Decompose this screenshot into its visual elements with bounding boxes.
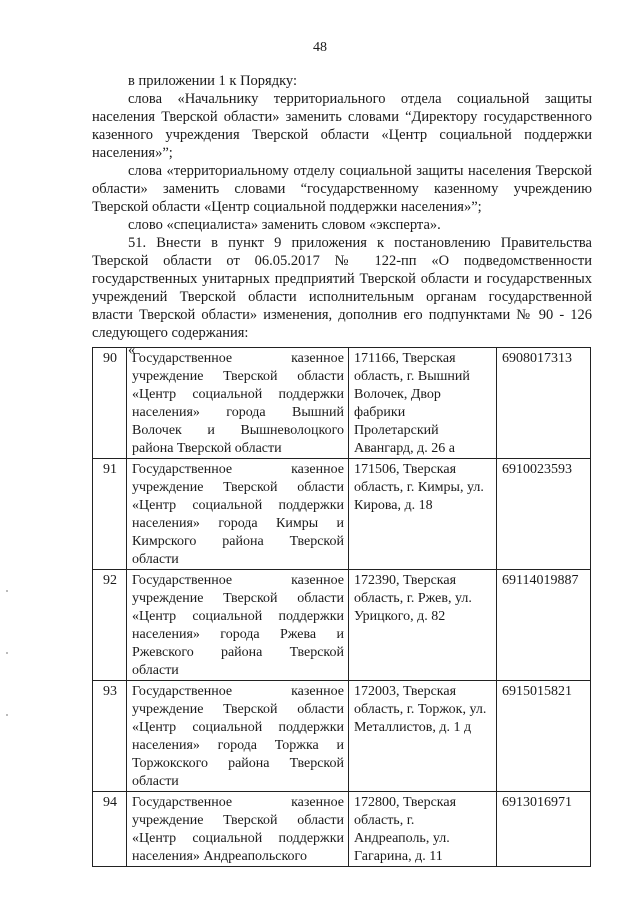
row-number: 92: [93, 570, 127, 681]
paragraph: в приложении 1 к Порядку:: [128, 73, 298, 89]
institution-name: Государственное казенное учреждение Тверской области «Центр социальной поддержки населения» города Кимры и Кимрского района Тверской области: [127, 459, 349, 570]
institution-address: 171166, Тверская область, г. Вышний Волочек, Двор фабрики Пролетарский Авангард, д. 26 а: [349, 348, 497, 459]
page-number: 48: [313, 40, 327, 55]
institution-inn: 6913016971: [497, 792, 591, 867]
scan-margin-marks: [6, 590, 8, 850]
paragraph: слова «Начальнику территориального отдела социальной защиты населения Тверской области» заменить словами “Директору государственного казенного учреждения Тверской области «Центр социальной поддержки населения»”;: [92, 91, 592, 161]
paragraph: 51. Внести в пункт 9 приложения к постановлению Правительства Тверской области от 06.05.2017 № 122-пп «О подведомственности государственных унитарных предприятий Тверской области и государственных учреждений Тверской области исполнительным органам государственной власти Тверской области» изменения, дополнив его подпунктами № 90 - 126 следующего содержания:: [92, 235, 592, 341]
institution-inn: 69114019887: [497, 570, 591, 681]
institution-inn: 6915015821: [497, 681, 591, 792]
institutions-table: [92, 347, 591, 867]
institution-inn: 6908017313: [497, 348, 591, 459]
paragraph: слово «специалиста» заменить словом «эксперта».: [128, 217, 441, 233]
institution-address: 172800, Тверская область, г. Андреаполь, ул. Гагарина, д. 11: [349, 792, 497, 867]
institution-address: 172390, Тверская область, г. Ржев, ул. Урицкого, д. 82: [349, 570, 497, 681]
paragraph: слова «территориальному отделу социальной защиты населения Тверской области» заменить словами “государственному казенному учреждению Тверской области «Центр социальной поддержки населения»”;: [92, 163, 592, 215]
row-number: 91: [93, 459, 127, 570]
body-text: [92, 72, 592, 358]
table-row: [93, 459, 591, 570]
row-number: 93: [93, 681, 127, 792]
institution-inn: 6910023593: [497, 459, 591, 570]
institution-name: Государственное казенное учреждение Тверской области «Центр социальной поддержки населения» города Ржева и Ржевского района Тверской области: [127, 570, 349, 681]
institution-name: Государственное казенное учреждение Тверской области «Центр социальной поддержки населения» города Вышний Волочек и Вышневолоцкого района Тверской области: [127, 348, 349, 459]
opening-quote: «: [128, 342, 136, 358]
scan-dot: [6, 652, 8, 654]
institution-address: 172003, Тверская область, г. Торжок, ул. Металлистов, д. 1 д: [349, 681, 497, 792]
table-row: [93, 681, 591, 792]
institution-name: Государственное казенное учреждение Тверской области «Центр социальной поддержки населения» города Торжка и Торжокского района Тверской области: [127, 681, 349, 792]
row-number: 94: [93, 792, 127, 867]
scan-dot: [6, 714, 8, 716]
scan-dot: [6, 590, 8, 592]
table-row: [93, 792, 591, 867]
institution-name: Государственное казенное учреждение Тверской области «Центр социальной поддержки населения» Андреапольского: [127, 792, 349, 867]
row-number: 90: [93, 348, 127, 459]
table-row: [93, 570, 591, 681]
institution-address: 171506, Тверская область, г. Кимры, ул. Кирова, д. 18: [349, 459, 497, 570]
table-row: [93, 348, 591, 459]
